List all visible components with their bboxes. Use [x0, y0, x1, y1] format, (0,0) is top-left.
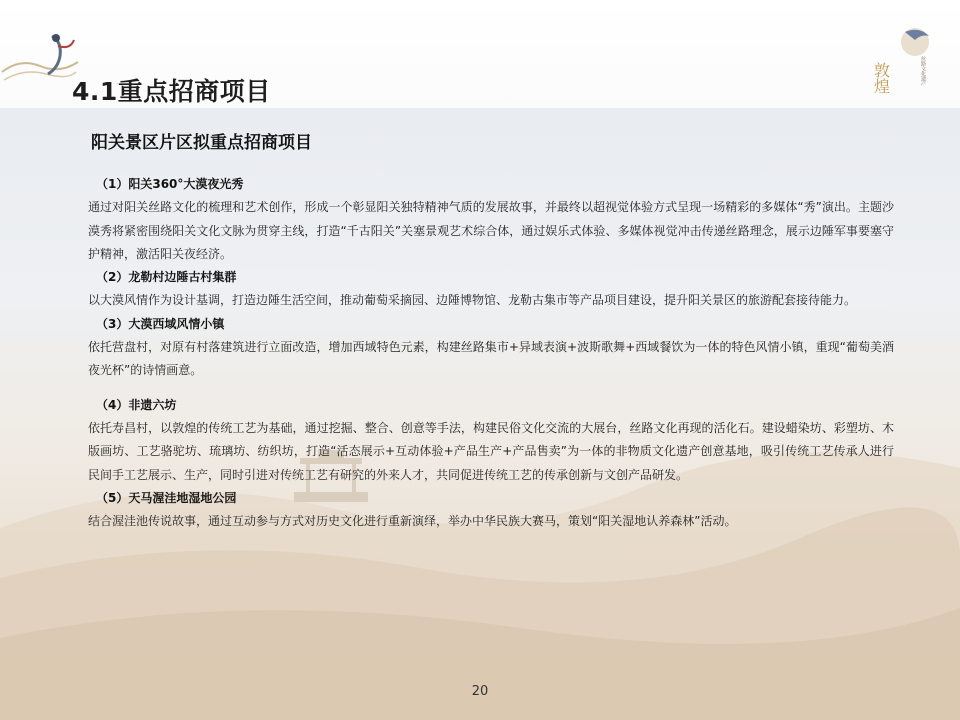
project-item	[88, 487, 894, 534]
project-description: 依托营盘村，对原有村落建筑进行立面改造，增加西域特色元素，构建丝路集市+异域表演+波斯歌舞+西域餐饮为一体的特色风情小镇，重现“葡萄美酒夜光杯”的诗情画意。	[88, 340, 894, 378]
logo-sub-text: 丝路文化遗产	[920, 56, 926, 86]
apsara-ornament-icon	[0, 28, 80, 88]
project-title: （5）天马渥洼地湿地公园	[96, 490, 237, 505]
page-number: 20	[471, 684, 489, 699]
project-description: 通过对阳关丝路文化的梳理和艺术创作，形成一个彰显阳关独特精神气质的发展故事，并最终以超视觉体验方式呈现一场精彩的多媒体“秀”演出。主题沙漠秀将紧密围绕阳关文化文脉为贯穿主线，打造“千古阳关”关塞景观艺术综合体，通过娱乐式体验、多媒体视觉冲击传递丝路理念，展示边陲军事要塞守护精神，激活阳关夜经济。	[88, 200, 894, 261]
project-item	[88, 266, 894, 313]
project-list	[88, 173, 894, 533]
project-description: 依托寿昌村，以敦煌的传统工艺为基础，通过挖掘、整合、创意等手法，构建民俗文化交流的大展台，丝路文化再现的活化石。建设蜡染坊、彩塑坊、木版画坊、工艺骆驼坊、琉璃坊、纺织坊，打造“活态展示+互动体验+产品生产+产品售卖”为一体的非物质文化遗产创意基地，吸引传统工艺传承人进行民间手工艺展示、生产，同时引进对传统工艺有研究的外来人才，共同促进传统工艺的传承创新与文创产品研发。	[88, 420, 894, 482]
project-item	[88, 173, 894, 266]
project-description: 以大漠风情作为设计基调，打造边陲生活空间，推动葡萄采摘园、边陲博物馆、龙勒古集市等产品项目建设，提升阳关景区的旅游配套接待能力。	[88, 293, 857, 308]
page-title: 4.1重点招商项目	[72, 76, 271, 106]
project-title: （2）龙勒村边陲古村集群	[96, 270, 237, 285]
logo-brand-text: 敦煌	[871, 62, 891, 94]
project-title: （1）阳关360°大漠夜光秀	[96, 177, 244, 191]
section-heading: 阳关景区片区拟重点招商项目	[91, 133, 312, 153]
project-item	[88, 394, 894, 487]
project-description: 结合渥洼池传说故事，通过互动参与方式对历史文化进行重新演绎，举办中华民族大赛马，策划“阳关湿地认养森林”活动。	[88, 514, 737, 529]
project-item	[88, 313, 894, 383]
project-title: （3）大漠西域风情小镇	[96, 316, 225, 331]
project-title: （4）非遗六坊	[96, 397, 177, 412]
dunhuang-logo-icon	[871, 22, 945, 94]
spacer	[88, 383, 894, 394]
